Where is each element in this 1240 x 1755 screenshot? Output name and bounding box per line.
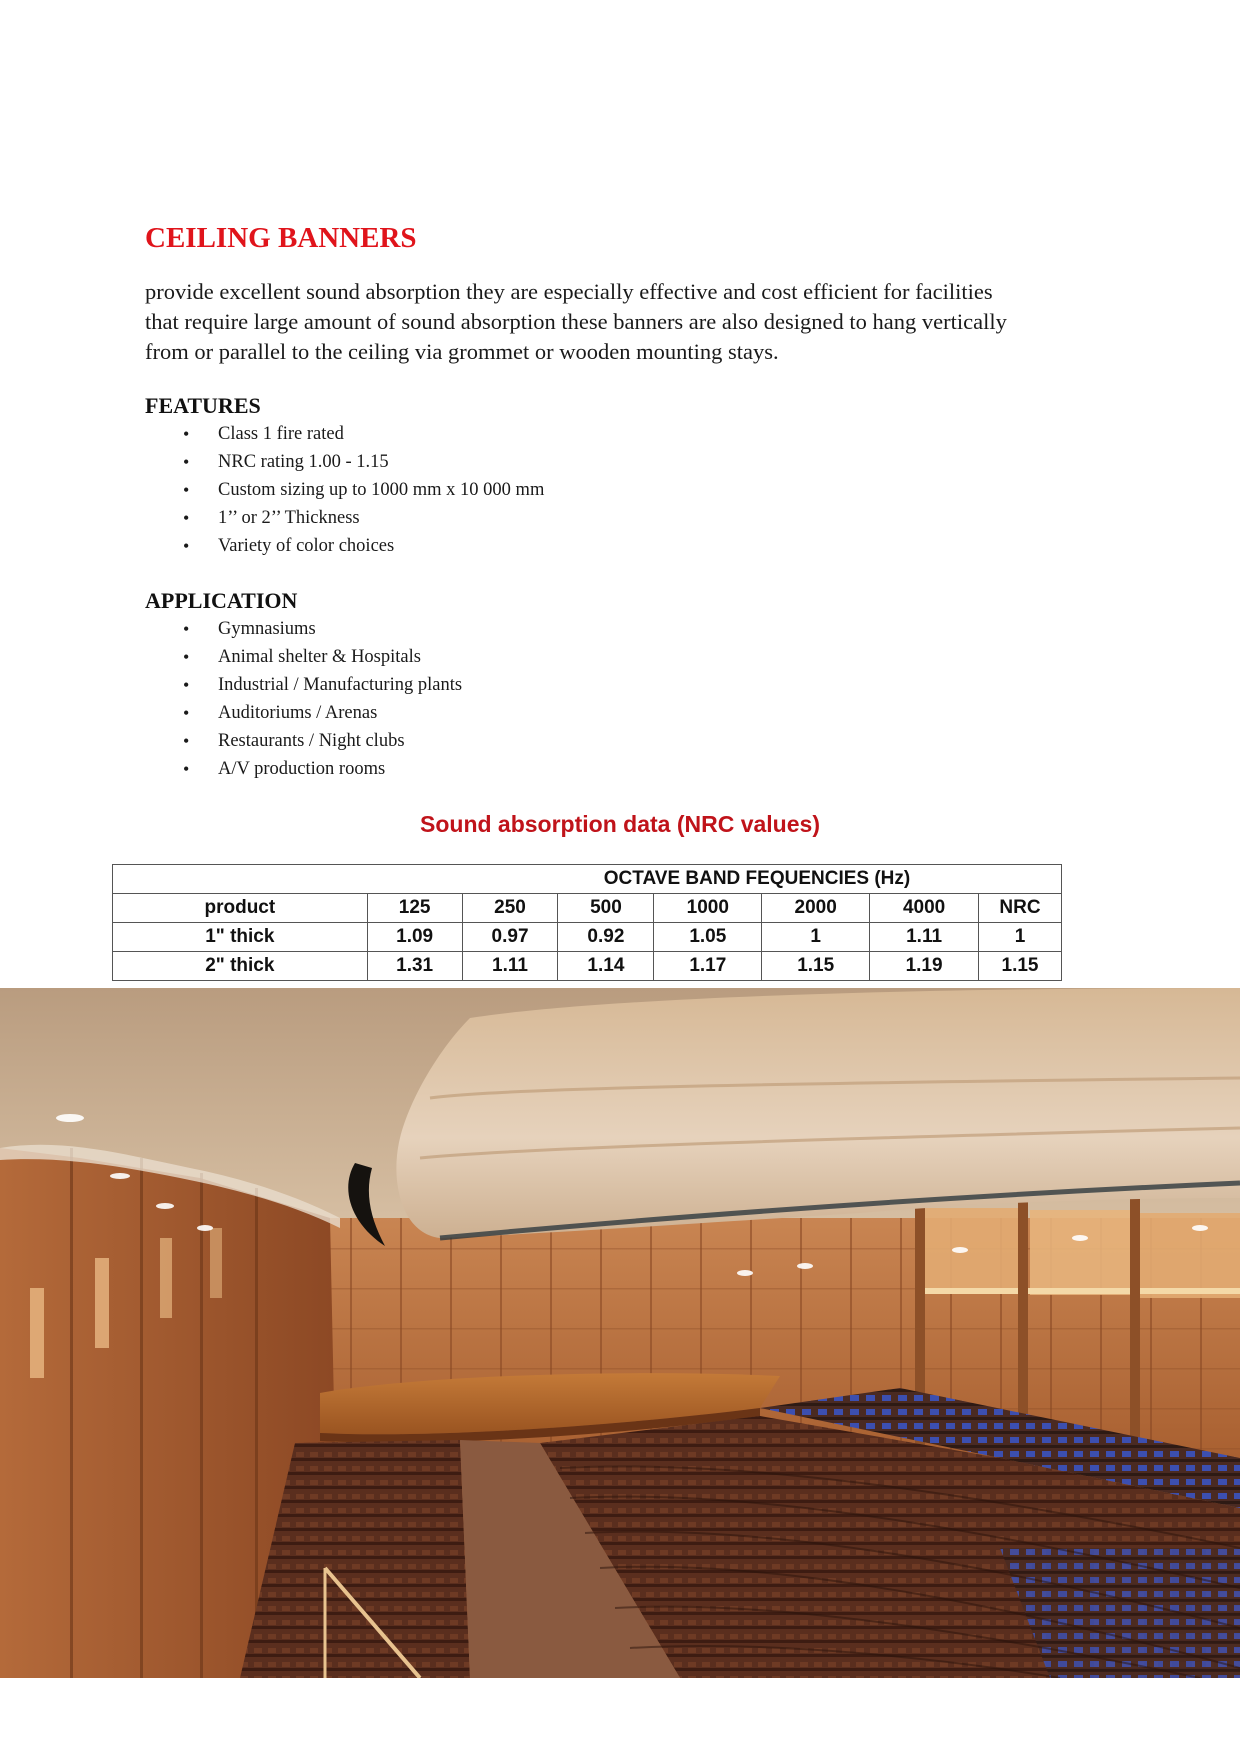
column-header: 4000 xyxy=(870,894,979,923)
application-heading: APPLICATION xyxy=(145,588,298,613)
application-item xyxy=(145,671,462,699)
table-cell: 2" thick xyxy=(113,952,368,981)
bullet-icon: • xyxy=(183,647,190,667)
column-header: NRC xyxy=(979,894,1062,923)
feature-item xyxy=(145,476,544,504)
table-row xyxy=(113,952,1062,981)
application-item xyxy=(145,643,462,671)
bullet-icon: • xyxy=(183,452,190,472)
auditorium-photo xyxy=(0,988,1240,1678)
table-cell: 1.15 xyxy=(979,952,1062,981)
table-cell: 1.05 xyxy=(654,923,762,952)
intro-line: that require large amount of sound absorption these banners are also designed to hang vertically xyxy=(145,309,1007,334)
bullet-icon: • xyxy=(183,759,190,779)
table-row xyxy=(113,923,1062,952)
application-item xyxy=(145,755,462,783)
application-label: Restaurants / Night clubs xyxy=(218,731,405,751)
column-header: product xyxy=(113,894,368,923)
intro-line: provide excellent sound absorption they are especially effective and cost efficient for facilities xyxy=(145,279,993,304)
table-cell: 1.31 xyxy=(367,952,462,981)
application-label: Animal shelter & Hospitals xyxy=(218,647,421,667)
feature-item xyxy=(145,504,544,532)
application-label: Gymnasiums xyxy=(218,619,316,639)
bullet-icon: • xyxy=(183,508,190,528)
bullet-icon: • xyxy=(183,619,190,639)
table-cell: 1.09 xyxy=(367,923,462,952)
application-label: Industrial / Manufacturing plants xyxy=(218,675,463,695)
bullet-icon: • xyxy=(183,424,190,444)
table-cell: 1.15 xyxy=(762,952,870,981)
group-header: OCTAVE BAND FEQUENCIES (Hz) xyxy=(113,865,1062,894)
application-list xyxy=(145,615,462,783)
feature-label: NRC rating 1.00 - 1.15 xyxy=(218,452,389,472)
table-cell: 1 xyxy=(979,923,1062,952)
table-cell: 1.14 xyxy=(558,952,654,981)
feature-label: Class 1 fire rated xyxy=(218,424,344,444)
table-cell: 1.19 xyxy=(870,952,979,981)
bullet-icon: • xyxy=(183,703,190,723)
bullet-icon: • xyxy=(183,675,190,695)
application-item xyxy=(145,699,462,727)
table-cell: 1.17 xyxy=(654,952,762,981)
application-label: Auditoriums / Arenas xyxy=(218,703,378,723)
intro-paragraph xyxy=(145,277,1085,367)
application-label: A/V production rooms xyxy=(218,759,386,779)
column-header: 250 xyxy=(462,894,558,923)
column-header: 500 xyxy=(558,894,654,923)
feature-label: Custom sizing up to 1000 mm x 10 000 mm xyxy=(218,480,545,500)
feature-label: Variety of color choices xyxy=(218,536,395,556)
table-cell: 1.11 xyxy=(870,923,979,952)
bullet-icon: • xyxy=(183,731,190,751)
feature-item xyxy=(145,448,544,476)
table-cell: 1" thick xyxy=(113,923,368,952)
bullet-icon: • xyxy=(183,536,190,556)
application-item xyxy=(145,727,462,755)
bullet-icon: • xyxy=(183,480,190,500)
table-group-header-row xyxy=(113,865,1062,894)
table-header-row xyxy=(113,894,1062,923)
features-list xyxy=(145,420,544,560)
feature-item xyxy=(145,420,544,448)
features-heading: FEATURES xyxy=(145,393,261,418)
table-cell: 1.11 xyxy=(462,952,558,981)
column-header: 125 xyxy=(367,894,462,923)
table-cell: 0.92 xyxy=(558,923,654,952)
page-title: CEILING BANNERS xyxy=(145,222,417,254)
column-header: 1000 xyxy=(654,894,762,923)
column-header: 2000 xyxy=(762,894,870,923)
table-cell: 1 xyxy=(762,923,870,952)
intro-line: from or parallel to the ceiling via grommet or wooden mounting stays. xyxy=(145,339,779,364)
feature-label: 1’’ or 2’’ Thickness xyxy=(218,508,360,528)
table-title: Sound absorption data (NRC values) xyxy=(420,811,820,837)
nrc-table xyxy=(112,864,1062,981)
feature-item xyxy=(145,532,544,560)
application-item xyxy=(145,615,462,643)
table-cell: 0.97 xyxy=(462,923,558,952)
auditorium-illustration xyxy=(0,988,1240,1678)
